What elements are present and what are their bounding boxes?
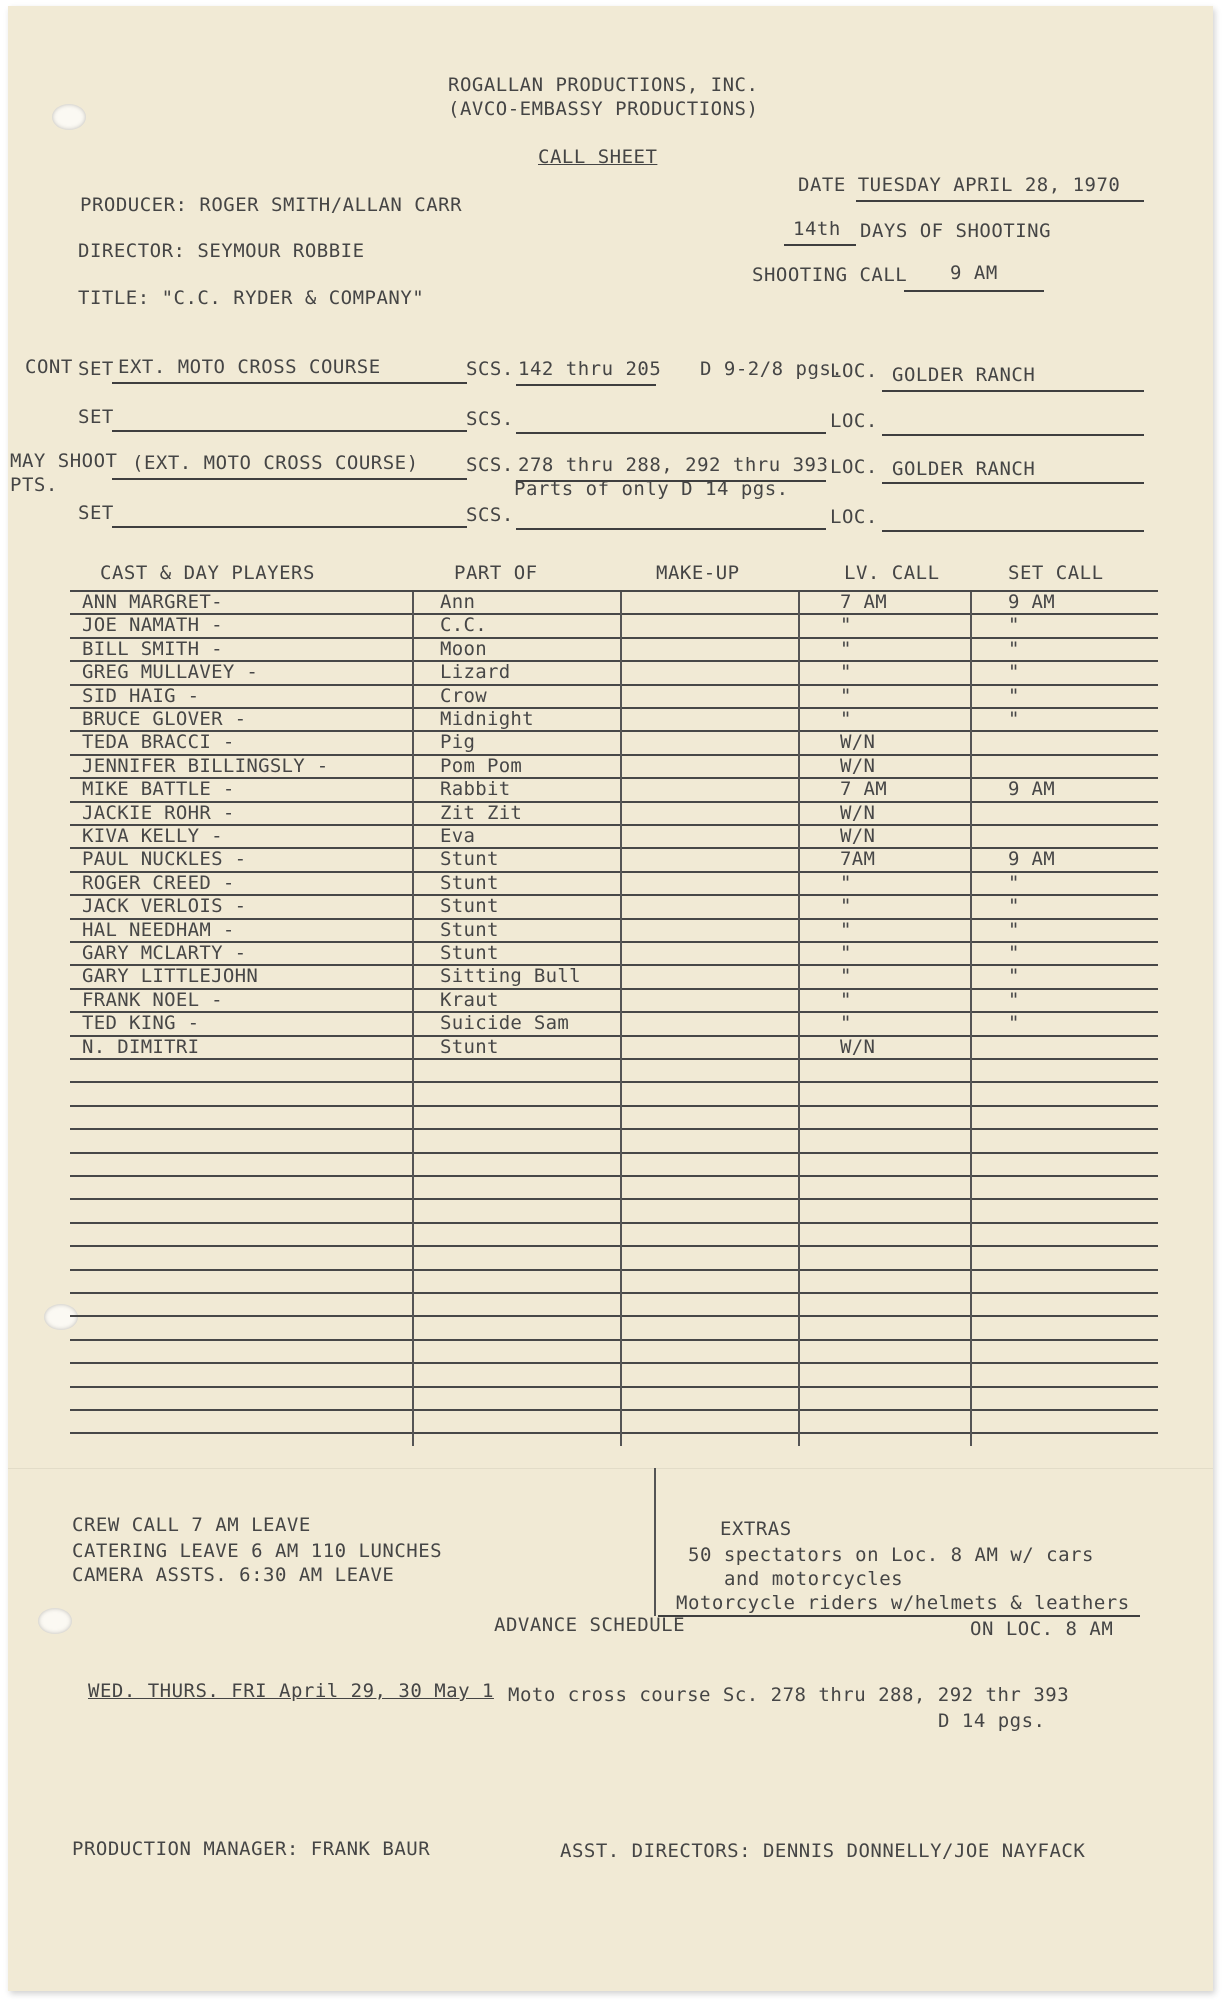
loc-underline <box>882 482 1144 484</box>
set-call: " <box>1008 614 1020 637</box>
table-rule <box>70 1269 1158 1271</box>
advance-dates: WED. THURS. FRI April 29, 30 May 1 <box>88 1680 494 1702</box>
production-manager: PRODUCTION MANAGER: FRANK BAUR <box>72 1838 431 1860</box>
cast-name: JOE NAMATH - <box>82 614 223 637</box>
cast-name: SID HAIG - <box>82 684 200 707</box>
table-rule <box>70 590 1158 592</box>
may-shoot-label: MAY SHOOT <box>10 450 118 472</box>
cast-name: ANN MARGRET- <box>82 591 223 613</box>
lv-call: " <box>840 1012 852 1035</box>
cast-name: HAL NEEDHAM - <box>82 918 235 941</box>
part-name: Pig <box>440 731 476 754</box>
advance-description: Moto cross course Sc. 278 thru 288, 292 thr 393 <box>508 1684 1070 1706</box>
set-call: " <box>1008 988 1020 1011</box>
day-underline <box>784 244 856 246</box>
table-rule <box>70 1222 1158 1224</box>
table-rule <box>70 1035 1158 1037</box>
shoot-date: DATE TUESDAY APRIL 28, 1970 <box>798 174 1121 196</box>
scs-label: SCS. <box>466 408 514 430</box>
part-name: Stunt <box>440 942 499 964</box>
date-underline <box>856 200 1144 202</box>
set-call: " <box>1008 942 1020 964</box>
cont-label: CONT <box>25 356 73 378</box>
table-rule <box>70 1011 1158 1013</box>
table-rule <box>70 613 1158 615</box>
cast-name: JENNIFER BILLINGSLY - <box>82 754 329 777</box>
part-name: Zit Zit <box>440 801 523 824</box>
table-rule <box>70 1409 1158 1411</box>
set-call: 9 AM <box>1008 591 1055 613</box>
loc-label: LOC. <box>830 360 878 382</box>
camera-assts: CAMERA ASSTS. 6:30 AM LEAVE <box>72 1564 395 1586</box>
advance-pages: D 14 pgs. <box>938 1710 1046 1732</box>
set1-scenes: 142 thru 205 <box>518 358 662 380</box>
days-of-shooting-label: DAYS OF SHOOTING <box>860 220 1052 242</box>
extras-line2: and motorcycles <box>724 1568 904 1590</box>
part-name: Sitting Bull <box>440 965 581 988</box>
parent-company: (AVCO-EMBASSY PRODUCTIONS) <box>448 98 759 120</box>
table-rule <box>70 637 1158 639</box>
day-number: 14th <box>793 218 841 240</box>
advance-schedule-title: ADVANCE SCHEDULE <box>494 1614 686 1636</box>
part-name: Moon <box>440 637 487 660</box>
shooting-call-value: 9 AM <box>950 262 998 284</box>
lv-call: " <box>840 988 852 1011</box>
set-underline <box>112 478 467 480</box>
set-label: SET <box>78 358 114 380</box>
lv-call: " <box>840 871 852 894</box>
column-divider <box>412 592 414 1446</box>
lv-call: " <box>840 637 852 660</box>
set-call: " <box>1008 918 1020 941</box>
set-label: SET <box>78 406 114 428</box>
extras-underline <box>658 1615 1140 1617</box>
extras-title: EXTRAS <box>720 1518 792 1540</box>
cast-name: TED KING - <box>82 1012 200 1035</box>
part-name: Lizard <box>440 661 511 684</box>
header-makeup: MAKE-UP <box>656 562 740 584</box>
scs-underline <box>516 432 826 434</box>
cast-name: FRANK NOEL - <box>82 988 223 1011</box>
set-call: " <box>1008 637 1020 660</box>
header-lv-call: LV. CALL <box>844 562 940 584</box>
set-call: " <box>1008 895 1020 918</box>
doc-title: CALL SHEET <box>538 146 658 168</box>
lv-call: " <box>840 942 852 964</box>
table-rule <box>70 1081 1158 1083</box>
part-name: C.C. <box>440 614 487 637</box>
part-name: Suicide Sam <box>440 1012 570 1035</box>
cast-name: KIVA KELLY - <box>82 825 223 847</box>
set-call: 9 AM <box>1008 848 1055 871</box>
cast-name: JACK VERLOIS - <box>82 895 247 918</box>
cast-name: PAUL NUCKLES - <box>82 848 247 871</box>
loc-underline <box>882 390 1144 392</box>
lv-call: 7 AM <box>840 778 887 801</box>
column-divider <box>798 592 800 1446</box>
set-call: " <box>1008 661 1020 684</box>
part-name: Ann <box>440 591 476 613</box>
lv-call: 7AM <box>840 848 876 871</box>
table-rule <box>70 684 1158 686</box>
company-name: ROGALLAN PRODUCTIONS, INC. <box>448 74 759 96</box>
punch-hole <box>52 104 86 130</box>
table-rule <box>70 1058 1158 1060</box>
table-rule <box>70 1198 1158 1200</box>
lv-call: W/N <box>840 731 876 754</box>
loc-underline <box>882 434 1144 436</box>
extras-line1: 50 spectators on Loc. 8 AM w/ cars <box>688 1544 1094 1566</box>
set-label: SET <box>78 502 114 524</box>
set3-location: GOLDER RANCH <box>892 458 1036 480</box>
part-name: Stunt <box>440 895 499 918</box>
scs-underline <box>516 384 656 386</box>
lv-call: " <box>840 965 852 988</box>
loc-label: LOC. <box>830 506 878 528</box>
table-rule <box>70 1292 1158 1294</box>
table-rule <box>70 1432 1158 1434</box>
set1-day-pages: D 9-2/8 pgs. <box>700 358 844 380</box>
set-call: " <box>1008 1012 1020 1035</box>
part-name: Stunt <box>440 871 499 894</box>
table-rule <box>70 988 1158 990</box>
scs-underline <box>516 528 826 530</box>
set-call: " <box>1008 965 1020 988</box>
punch-hole <box>38 1608 72 1634</box>
cast-name: BRUCE GLOVER - <box>82 708 247 730</box>
part-name: Stunt <box>440 848 499 871</box>
table-rule <box>70 1362 1158 1364</box>
set-underline <box>112 382 467 384</box>
fold-crease <box>8 1468 1213 1469</box>
lv-call: W/N <box>840 801 876 824</box>
lv-call: " <box>840 614 852 637</box>
cast-name: GREG MULLAVEY - <box>82 661 259 684</box>
extras-line4: ON LOC. 8 AM <box>970 1618 1114 1640</box>
part-name: Crow <box>440 684 487 707</box>
header-set-call: SET CALL <box>1008 562 1104 584</box>
part-name: Kraut <box>440 988 499 1011</box>
column-divider <box>970 592 972 1446</box>
catering-leave: CATERING LEAVE 6 AM 110 LUNCHES <box>72 1540 443 1562</box>
lv-call: 7 AM <box>840 591 887 613</box>
table-rule <box>70 1339 1158 1341</box>
set-call: " <box>1008 684 1020 707</box>
table-rule <box>70 1386 1158 1388</box>
loc-label: LOC. <box>830 456 878 478</box>
table-rule <box>70 824 1158 826</box>
cast-name: TEDA BRACCI - <box>82 731 235 754</box>
table-rule <box>70 1128 1158 1130</box>
set-call: " <box>1008 708 1020 730</box>
pts-label: PTS. <box>10 474 58 496</box>
table-rule <box>70 1245 1158 1247</box>
crew-extras-divider <box>654 1468 656 1616</box>
cast-name: GARY LITTLEJOHN <box>82 965 259 988</box>
loc-label: LOC. <box>830 410 878 432</box>
cast-name: ROGER CREED - <box>82 871 235 894</box>
extras-line3: Motorcycle riders w/helmets & leathers <box>676 1592 1130 1614</box>
producer: PRODUCER: ROGER SMITH/ALLAN CARR <box>80 194 463 216</box>
call-sheet-page <box>8 6 1213 1991</box>
set-call: 9 AM <box>1008 778 1055 801</box>
cast-name: JACKIE ROHR - <box>82 801 235 824</box>
crew-call: CREW CALL 7 AM LEAVE <box>72 1514 311 1536</box>
part-name: Eva <box>440 825 476 847</box>
lv-call: W/N <box>840 1035 876 1058</box>
set1-location: GOLDER RANCH <box>892 364 1036 386</box>
table-rule <box>70 1315 1158 1317</box>
part-name: Rabbit <box>440 778 511 801</box>
director: DIRECTOR: SEYMOUR ROBBIE <box>78 240 365 262</box>
shooting-call-label: SHOOTING CALL <box>752 264 908 286</box>
shooting-call-underline <box>904 290 1044 292</box>
scs-label: SCS. <box>466 454 514 476</box>
lv-call: W/N <box>840 825 876 847</box>
set-call: " <box>1008 871 1020 894</box>
cast-name: MIKE BATTLE - <box>82 778 235 801</box>
set-underline <box>112 430 467 432</box>
part-name: Stunt <box>440 918 499 941</box>
loc-underline <box>882 530 1144 532</box>
set1-name: EXT. MOTO CROSS COURSE <box>118 356 381 378</box>
part-name: Pom Pom <box>440 754 523 777</box>
lv-call: " <box>840 918 852 941</box>
lv-call: " <box>840 661 852 684</box>
scs-label: SCS. <box>466 504 514 526</box>
lv-call: " <box>840 684 852 707</box>
cast-name: N. DIMITRI <box>82 1035 200 1058</box>
table-rule <box>70 1105 1158 1107</box>
scs-label: SCS. <box>466 358 514 380</box>
header-cast: CAST & DAY PLAYERS <box>100 562 315 584</box>
table-rule <box>70 1175 1158 1177</box>
set3-name: (EXT. MOTO CROSS COURSE) <box>132 452 419 474</box>
cast-name: GARY MCLARTY - <box>82 942 247 964</box>
title: TITLE: "C.C. RYDER & COMPANY" <box>78 287 425 309</box>
part-name: Stunt <box>440 1035 499 1058</box>
assistant-directors: ASST. DIRECTORS: DENNIS DONNELLY/JOE NAYFACK <box>560 1840 1086 1862</box>
lv-call: " <box>840 895 852 918</box>
set3-note: Parts of only D 14 pgs. <box>514 478 789 500</box>
set3-scenes: 278 thru 288, 292 thru 393 <box>518 454 829 476</box>
lv-call: W/N <box>840 754 876 777</box>
lv-call: " <box>840 708 852 730</box>
cast-name: BILL SMITH - <box>82 637 223 660</box>
part-name: Midnight <box>440 708 534 730</box>
header-part: PART OF <box>454 562 538 584</box>
table-rule <box>70 1152 1158 1154</box>
set-underline <box>112 526 467 528</box>
column-divider <box>620 592 622 1446</box>
